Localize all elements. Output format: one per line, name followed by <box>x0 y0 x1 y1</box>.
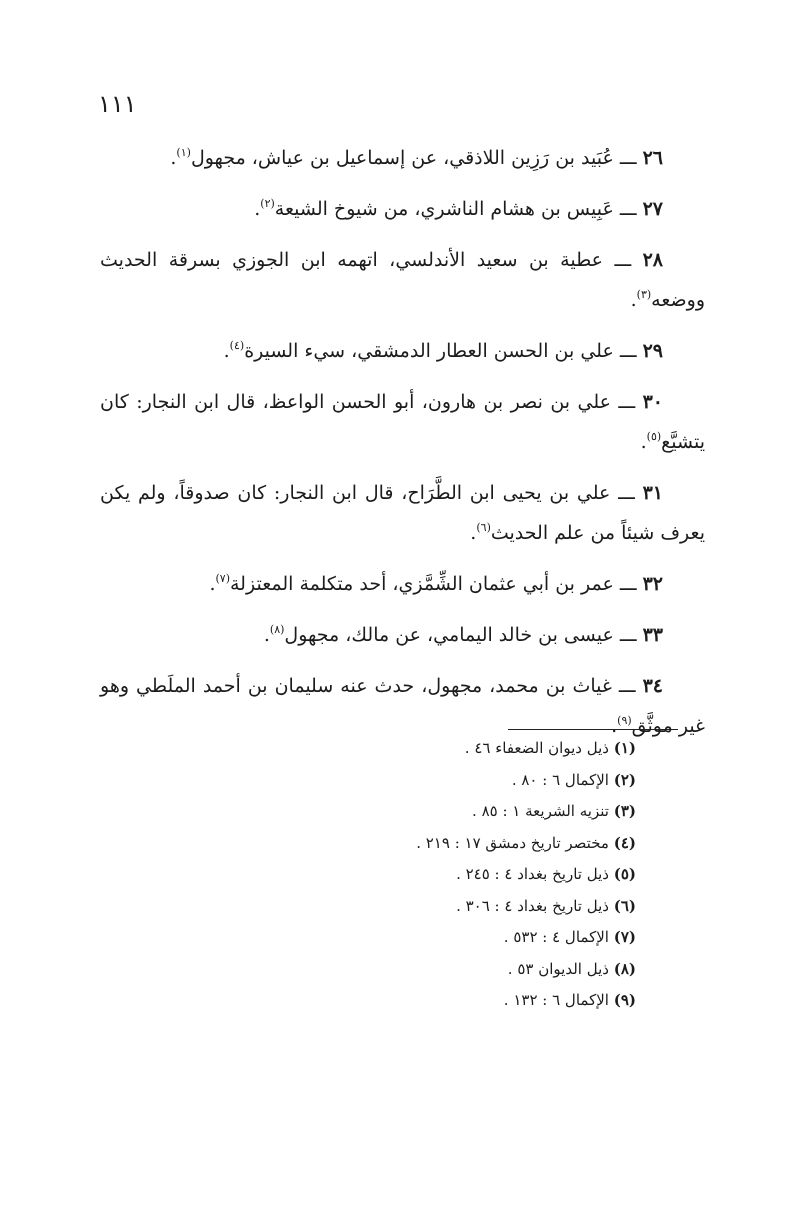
footnote-item <box>100 959 636 979</box>
entry-27: ٢٧ ـــ عَبِيس بن هشام الناشري، من شيوخ الشيعة$^{(٢)}$. <box>254 197 663 220</box>
footnote-label: (٨) <box>613 959 636 978</box>
footnote-label: (٦) <box>613 896 636 915</box>
entry-end: . <box>470 522 477 544</box>
entry-text: عَبِيس بن هشام الناشري، من شيوخ الشيعة <box>274 198 614 220</box>
entry-end: . <box>223 340 230 362</box>
entry-30: ٣٠ ـــ علي بن نصر بن هارون، أبو الحسن الواعظ، قال ابن النجار: كان يتشيَّع$^{(٥)}$. <box>100 391 705 453</box>
entry-text: علي بن نصر بن هارون، أبو الحسن الواعظ، قال ابن النجار: كان يتشيَّع <box>100 391 705 453</box>
entry-end: . <box>263 624 270 646</box>
footnote-text: مختصر تاريخ دمشق ١٧ : ٢١٩ . <box>416 833 609 852</box>
footnote-ref: (٦) <box>476 521 491 534</box>
footnotes-list <box>100 738 636 1022</box>
page-number: ١١١ <box>98 90 137 118</box>
footnote-item <box>100 927 636 947</box>
footnote-label: (٥) <box>613 865 636 883</box>
footnote-ref: (٥) <box>646 430 662 443</box>
entry-text: عُبَيد بن رَزِين اللاذقي، عن إسماعيل بن عياش، مجهول <box>190 147 614 169</box>
entry-number: ٢٦ <box>642 147 663 169</box>
footnote-text: الإكمال ٦ : ١٣٢ . <box>503 991 609 1009</box>
footnote-ref: (٢) <box>260 197 275 210</box>
footnote-label: (٣) <box>613 802 636 820</box>
footnote-label: (١) <box>613 739 636 757</box>
footnote-text: الإكمال ٤ : ٥٣٢ . <box>503 928 609 946</box>
footnote-text: ذيل ديوان الضعفاء ٤٦ . <box>464 739 609 757</box>
footnote-item <box>100 896 636 916</box>
footnote-item <box>100 833 636 853</box>
entry-end: . <box>254 198 261 220</box>
entry-number: ٣٣ <box>642 624 663 646</box>
footnote-item <box>100 990 636 1010</box>
entry-number: ٣٢ <box>642 573 663 595</box>
footnote-label: (٧) <box>613 928 636 946</box>
footnote-ref: (٧) <box>215 572 230 585</box>
footnote-item <box>100 801 636 821</box>
footnote-text: ذيل تاريخ بغداد ٤ : ٢٤٥ . <box>456 865 609 883</box>
footnote-ref: (٨) <box>269 623 285 636</box>
entry-text: عمر بن أبي عثمان الشِّمَّزي، أحد متكلمة المعتزلة <box>230 573 614 595</box>
narrator-entries <box>100 138 705 757</box>
entry-end: . <box>630 289 637 311</box>
entry-29: ٢٩ ـــ علي بن الحسن العطار الدمشقي، سيء السيرة$^{(٤)}$. <box>223 339 663 362</box>
footnote-ref: (٩) <box>617 714 632 727</box>
entry-31: ٣١ ـــ علي بن يحيى ابن الطَّرَاح، قال ابن النجار: كان صدوقاً، ولم يكن يعرف شيئاً من علم الحديث$^{(٦)}$. <box>100 482 705 544</box>
entry-text: غياث بن محمد، مجهول، حدث عنه سليمان بن أحمد الملَطي وهو غير موثَّق <box>100 675 705 737</box>
footnote-ref: (١) <box>176 146 191 159</box>
footnote-item <box>100 738 636 758</box>
footnote-item <box>100 770 636 790</box>
entry-number: ٣٠ <box>642 391 663 413</box>
entry-32: ٣٢ ـــ عمر بن أبي عثمان الشِّمَّزي، أحد متكلمة المعتزلة$^{(٧)}$. <box>209 572 663 595</box>
entry-number: ٣١ <box>642 482 663 504</box>
footnote-text: تنزيه الشريعة ١ : ٨٥ . <box>472 802 609 820</box>
entry-26: ٢٦ ـــ عُبَيد بن رَزِين اللاذقي، عن إسماعيل بن عياش، مجهول$^{(١)}$. <box>170 146 663 169</box>
footnote-ref: (٤) <box>229 339 245 352</box>
entry-end: . <box>209 573 216 595</box>
footnote-ref: (٣) <box>636 288 652 301</box>
footnote-label: (٤) <box>613 833 636 852</box>
footnote-divider <box>508 729 678 730</box>
entry-33: ٣٣ ـــ عيسى بن خالد اليمامي، عن مالك، مجهول$^{(٨)}$. <box>263 623 663 646</box>
entry-text: علي بن يحيى ابن الطَّرَاح، قال ابن النجار: كان صدوقاً، ولم يكن يعرف شيئاً من علم الحديث <box>100 482 705 544</box>
entry-text: عطية بن سعيد الأندلسي، اتهمه ابن الجوزي بسرقة الحديث ووضعه <box>100 249 705 311</box>
footnote-label: (٩) <box>613 991 636 1009</box>
entry-end: . <box>611 715 618 737</box>
entry-end: . <box>640 431 647 453</box>
entry-34: ٣٤ ـــ غياث بن محمد، مجهول، حدث عنه سليمان بن أحمد الملَطي وهو غير موثَّق$^{(٩)}$. <box>100 675 705 737</box>
entry-number: ٢٩ <box>642 340 663 362</box>
footnote-text: الإكمال ٦ : ٨٠ . <box>511 770 609 789</box>
footnote-item <box>100 864 636 884</box>
entry-text: علي بن الحسن العطار الدمشقي، سيء السيرة <box>244 340 614 362</box>
entry-number: ٢٧ <box>642 198 663 220</box>
footnote-label: (٢) <box>613 770 636 789</box>
entry-text: عيسى بن خالد اليمامي، عن مالك، مجهول <box>284 624 614 646</box>
entry-end: . <box>170 147 177 169</box>
footnote-text: ذيل تاريخ بغداد ٤ : ٣٠٦ . <box>456 896 609 915</box>
entry-28: ٢٨ ـــ عطية بن سعيد الأندلسي، اتهمه ابن الجوزي بسرقة الحديث ووضعه$^{(٣)}$. <box>100 249 705 311</box>
entry-number: ٣٤ <box>642 675 664 697</box>
footnote-text: ذيل الديوان ٥٣ . <box>507 959 609 978</box>
entry-number: ٢٨ <box>642 249 664 271</box>
